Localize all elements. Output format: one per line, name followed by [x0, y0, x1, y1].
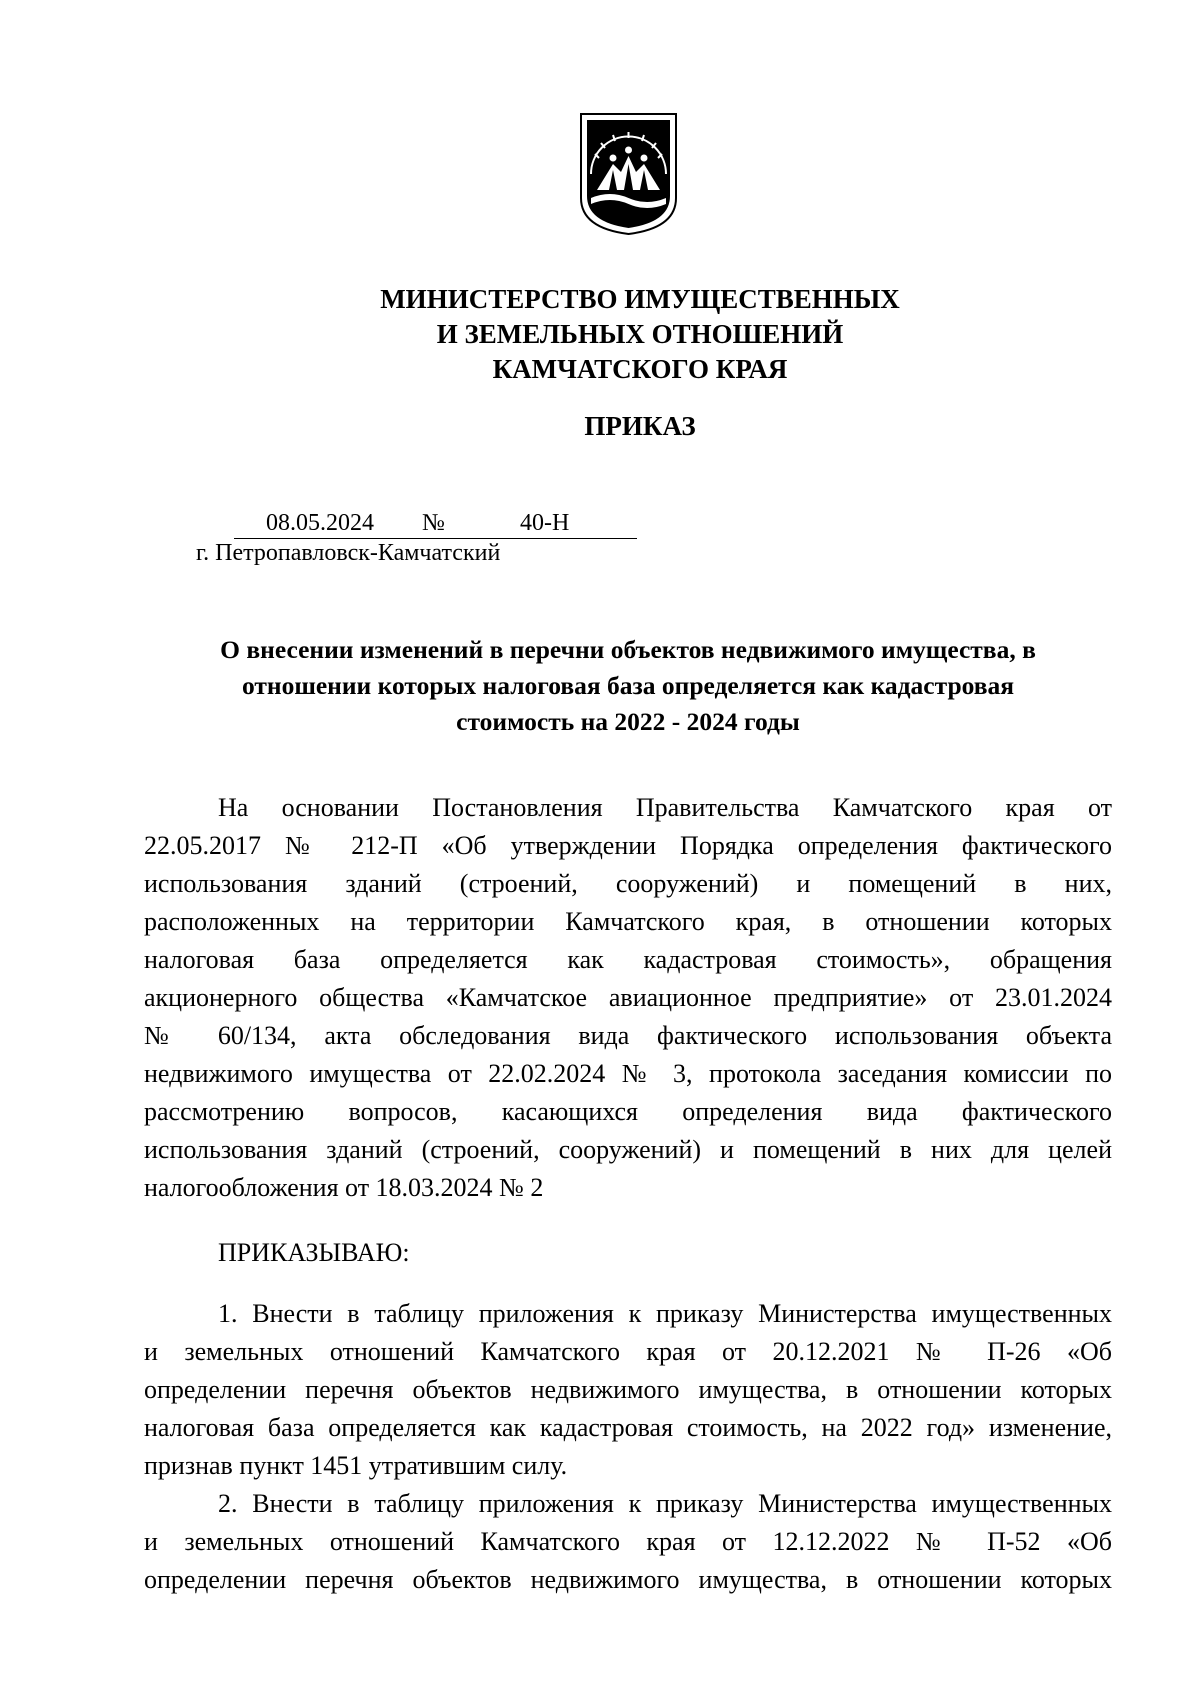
order-command: ПРИКАЗЫВАЮ:	[218, 1238, 410, 1267]
order-number: 40-Н	[520, 510, 570, 536]
preamble-line: налоговая база определяется как кадастровая стоимость», обращения	[144, 945, 1112, 974]
preamble-line: использования зданий (строений, сооружений) и помещений в них для целей	[144, 1135, 1112, 1164]
preamble-line: № 60/134, акта обследования вида фактического использования объекта	[144, 1021, 1112, 1050]
preamble-line: рассмотрению вопросов, касающихся определения вида фактического	[144, 1097, 1112, 1126]
item-line: и земельных отношений Камчатского края от 20.12.2021 № П-26 «Об	[144, 1337, 1112, 1366]
item-line: признав пункт 1451 утратившим силу.	[144, 1451, 568, 1480]
coat-of-arms-icon	[577, 110, 680, 238]
item-line: и земельных отношений Камчатского края от 12.12.2022 № П-52 «Об	[144, 1527, 1112, 1556]
preamble-line: 22.05.2017 № 212-П «Об утверждении Порядка определения фактического	[144, 831, 1112, 860]
ministry-name-line-2: И ЗЕМЕЛЬНЫХ ОТНОШЕНИЙ	[436, 319, 844, 349]
date-number-line	[234, 510, 637, 539]
ministry-name-line-3: КАМЧАТСКОГО КРАЯ	[492, 354, 788, 384]
number-sign: №	[422, 510, 445, 536]
preamble-line: налогообложения от 18.03.2024 № 2	[144, 1173, 544, 1202]
item-line: определении перечня объектов недвижимого имущества, в отношении которых	[144, 1565, 1112, 1594]
ministry-name-line-1: МИНИСТЕРСТВО ИМУЩЕСТВЕННЫХ	[380, 284, 900, 314]
subject-line: отношении которых налоговая база определяется как кадастровая	[241, 671, 1015, 700]
document-type-title: ПРИКАЗ	[584, 411, 696, 441]
item-line: налоговая база определяется как кадастровая стоимость, на 2022 год» изменение,	[144, 1413, 1112, 1442]
city-of-issue: г. Петропавловск-Камчатский	[196, 540, 501, 566]
preamble-line: акционерного общества «Камчатское авиационное предприятие» от 23.01.2024	[144, 983, 1112, 1012]
item-line: определении перечня объектов недвижимого имущества, в отношении которых	[144, 1375, 1112, 1404]
preamble-line: использования зданий (строений, сооружений) и помещений в них,	[144, 869, 1112, 898]
preamble-paragraph	[144, 789, 1112, 1207]
preamble-line: На основании Постановления Правительства Камчатского края от	[218, 793, 1112, 822]
subject-line: О внесении изменений в перечни объектов недвижимого имущества, в	[220, 635, 1036, 664]
order-date: 08.05.2024	[266, 510, 374, 536]
item-line: 2. Внести в таблицу приложения к приказу Министерства имущественных	[218, 1489, 1112, 1518]
subject-line: стоимость на 2022 - 2024 годы	[456, 707, 800, 736]
preamble-line: расположенных на территории Камчатского края, в отношении которых	[144, 907, 1112, 936]
order-subject	[148, 632, 1108, 740]
order-item-1	[144, 1295, 1112, 1485]
preamble-line: недвижимого имущества от 22.02.2024 № 3, протокола заседания комиссии по	[144, 1059, 1112, 1088]
order-item-2	[144, 1485, 1112, 1599]
item-line: 1. Внести в таблицу приложения к приказу Министерства имущественных	[218, 1299, 1112, 1328]
